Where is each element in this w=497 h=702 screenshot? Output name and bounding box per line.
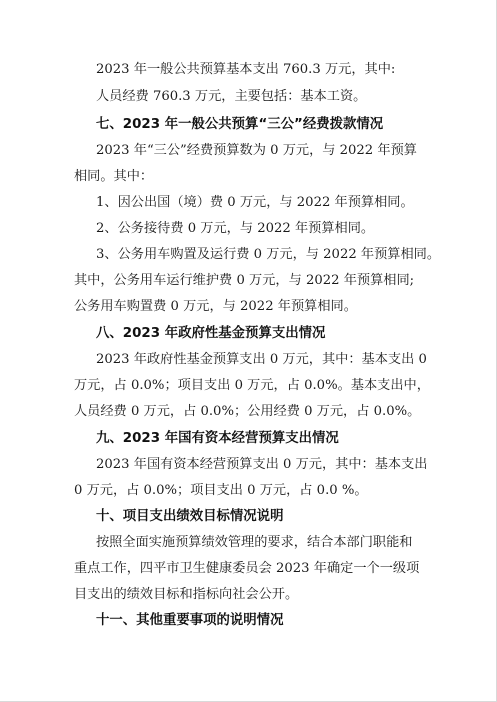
body-text-line: 3、公务用车购置及运行费 0 万元，与 2022 年预算相同。 xyxy=(96,247,441,262)
body-text-line: 目支出的绩效目标和指标向社会公开。 xyxy=(74,587,299,602)
body-text-line: 0 万元，占 0.0%；项目支出 0 万元，占 0.0 %。 xyxy=(74,483,368,498)
body-text-line: 相同。其中： xyxy=(74,169,154,184)
section-heading-10: 十、项目支出绩效目标情况说明 xyxy=(96,509,284,524)
body-text-line: 人员经费 760.3 万元，主要包括：基本工资。 xyxy=(96,89,367,104)
body-text-line: 2023 年“三公”经费预算数为 0 万元，与 2022 年预算 xyxy=(96,143,417,158)
body-text-line: 万元，占 0.0%；项目支出 0 万元，占 0.0%。基本支出中， xyxy=(74,378,430,393)
body-text-line: 2023 年政府性基金预算支出 0 万元，其中：基本支出 0 xyxy=(96,352,427,367)
section-heading-11: 十一、其他重要事项的说明情况 xyxy=(96,613,284,628)
body-text-line: 1、因公出国（境）费 0 万元，与 2022 年预算相同。 xyxy=(96,195,414,210)
body-text-line: 人员经费 0 万元，占 0.0%；公用经费 0 万元，占 0.0%。 xyxy=(74,404,421,419)
body-text-line: 公务用车购置费 0 万元，与 2022 年预算相同。 xyxy=(74,299,357,314)
body-text-line: 2023 年一般公共预算基本支出 760.3 万元，其中: xyxy=(96,62,396,77)
body-text-line: 其中，公务用车运行维护费 0 万元，与 2022 年预算相同; xyxy=(74,273,415,288)
section-heading-7: 七、2023 年一般公共预算“三公”经费拨款情况 xyxy=(96,117,384,132)
section-heading-9: 九、2023 年国有资本经营预算支出情况 xyxy=(96,431,339,446)
body-text-line: 按照全面实施预算绩效管理的要求，结合本部门职能和 xyxy=(96,535,413,550)
body-text-line: 重点工作，四平市卫生健康委员会 2023 年确定一个一级项 xyxy=(74,561,420,576)
body-text-line: 2、公务接待费 0 万元，与 2022 年预算相同。 xyxy=(96,221,375,236)
section-heading-8: 八、2023 年政府性基金预算支出情况 xyxy=(96,326,326,341)
body-text-line: 2023 年国有资本经营预算支出 0 万元，其中：基本支出 xyxy=(96,457,428,472)
